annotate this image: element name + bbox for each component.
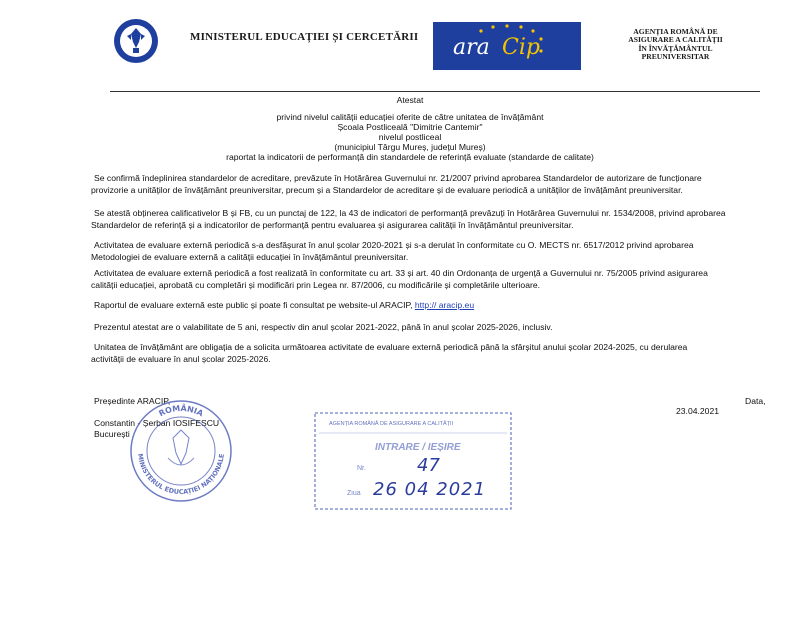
- paragraph-line: Activitatea de evaluare externă periodică a fost realizată în conformitate cu art. 33 și art. 40 din Ordonanța de urgență a Guvernului nr. 75/2005 privind asigurarea: [94, 268, 708, 278]
- government-crest-icon: [113, 18, 159, 64]
- agency-line: ÎN ÎNVĂȚĂMÂNTUL: [638, 43, 713, 53]
- paragraph: [91, 173, 800, 196]
- seal-top-text: ROMÂNIA: [157, 403, 205, 419]
- svg-text:Cip: Cip: [502, 35, 540, 60]
- public-report-text: Raportul de evaluare externă este public și poate fi consultat pe website-ul ARACIP,: [94, 300, 413, 310]
- paragraph-line: activității de evaluare în anul școlar 2025-2026.: [91, 353, 271, 364]
- title-line: raportat la indicatorii de performanță din standardele de referință evaluate (standarde de calitate): [226, 152, 594, 162]
- ministry-name: MINISTERUL EDUCAȚIEI ȘI CERCETĂRII: [190, 31, 419, 43]
- reg-stamp-title: INTRARE / IEȘIRE: [375, 442, 461, 453]
- aracip-logo: [433, 22, 581, 70]
- paragraph: [91, 342, 800, 365]
- paragraph-line: Prezentul atestat are o valabilitate de 5 ani, respectiv din anul școlar 2021-2022, până în anul școlar 2025-2026, inclusiv.: [94, 322, 553, 332]
- reg-number-handwritten: 47: [417, 455, 440, 476]
- aracip-website-link[interactable]: http:// aracip.eu: [414, 300, 475, 310]
- paragraph: [91, 322, 800, 334]
- paragraph: [91, 240, 800, 263]
- seal-bottom-text: MINISTERUL EDUCAȚIEI NAȚIONALE: [135, 453, 226, 497]
- paragraph-line: provizorie a unităților de învățământ preuniversitar, precum și a Standardelor de acreditare și de evaluare periodică a unităților de învățământ preuniversitar.: [91, 184, 683, 195]
- header-divider: [110, 91, 760, 92]
- title-line: privind nivelul calității educației oferite de către unitatea de învățământ: [276, 112, 544, 122]
- paragraph: [91, 268, 800, 291]
- document-title: Atestat: [396, 95, 424, 105]
- paragraph-line: calității educației, aprobată cu completări și modificări prin Legea nr. 87/2006, cu modificările și completările ulterioare.: [91, 279, 541, 290]
- paragraph: [91, 208, 800, 231]
- svg-text:ara: ara: [453, 35, 490, 60]
- official-seal-icon: [128, 398, 234, 504]
- paragraph-line: Standardelor de referință și a indicatorilor de performanță pentru evaluarea și asigurarea calității în învățământul preuniversitar.: [91, 219, 574, 230]
- paragraph-line: Unitatea de învățământ are obligația de a solicita următoarea activitate de evaluare externă periodică până la sfârșitul anului școlar 2024-2025, cu derularea: [94, 342, 688, 352]
- paragraph-line: Activitatea de evaluare externă periodică s-a desfășurat în anul școlar 2020-2021 și s-a derulat în conformitate cu O. MECTS nr. 6517/2012 privind aprobarea: [94, 240, 694, 250]
- registration-stamp: [313, 411, 513, 511]
- signatory-name: Constantin - Șerban IOSIFESCU: [94, 418, 220, 428]
- title-line: Școala Postliceală "Dimitrie Cantemir": [337, 122, 483, 132]
- agency-name: [608, 28, 743, 62]
- paragraph-line: Se confirmă îndeplinirea standardelor de acreditare, prevăzute în Hotărârea Guvernului nr. 21/2007 privind aprobarea Standardelor de autorizare de funcționare: [94, 173, 702, 183]
- reg-date-handwritten: 26 04 2021: [373, 479, 487, 500]
- reg-nr-label: Nr.: [357, 465, 366, 472]
- paragraph-line: Metodologiei de evaluare externă a calității educației în învățământul preuniversitar.: [91, 251, 409, 262]
- paragraph-line: Se atestă obținerea calificativelor B și FB, cu un punctaj de 122, la 43 de indicatori de performanță prevăzuți în Hotărârea Guvernului nr. 1534/2008, privind aprobarea: [94, 208, 726, 218]
- signatory-city: București: [94, 429, 130, 439]
- reg-date-label: Ziua: [347, 490, 361, 497]
- agency-line: PREUNIVERSITAR: [641, 52, 710, 62]
- title-line: nivelul postliceal: [378, 132, 442, 142]
- date-label: Data,: [745, 396, 766, 406]
- title-line: (municipiul Târgu Mureș, județul Mureș): [334, 142, 486, 152]
- agency-line: AGENȚIA ROMÂNĂ DE: [633, 27, 718, 36]
- agency-line: ASIGURARE A CALITĂȚII: [628, 35, 723, 45]
- aracip-logo-icon: [433, 22, 581, 70]
- signatory-role: Președinte ARACIP,: [94, 396, 171, 406]
- paragraph: [91, 300, 800, 312]
- reg-stamp-header: AGENȚIA ROMÂNĂ DE ASIGURARE A CALITĂȚII: [329, 421, 454, 427]
- document-date: 23.04.2021: [676, 406, 720, 416]
